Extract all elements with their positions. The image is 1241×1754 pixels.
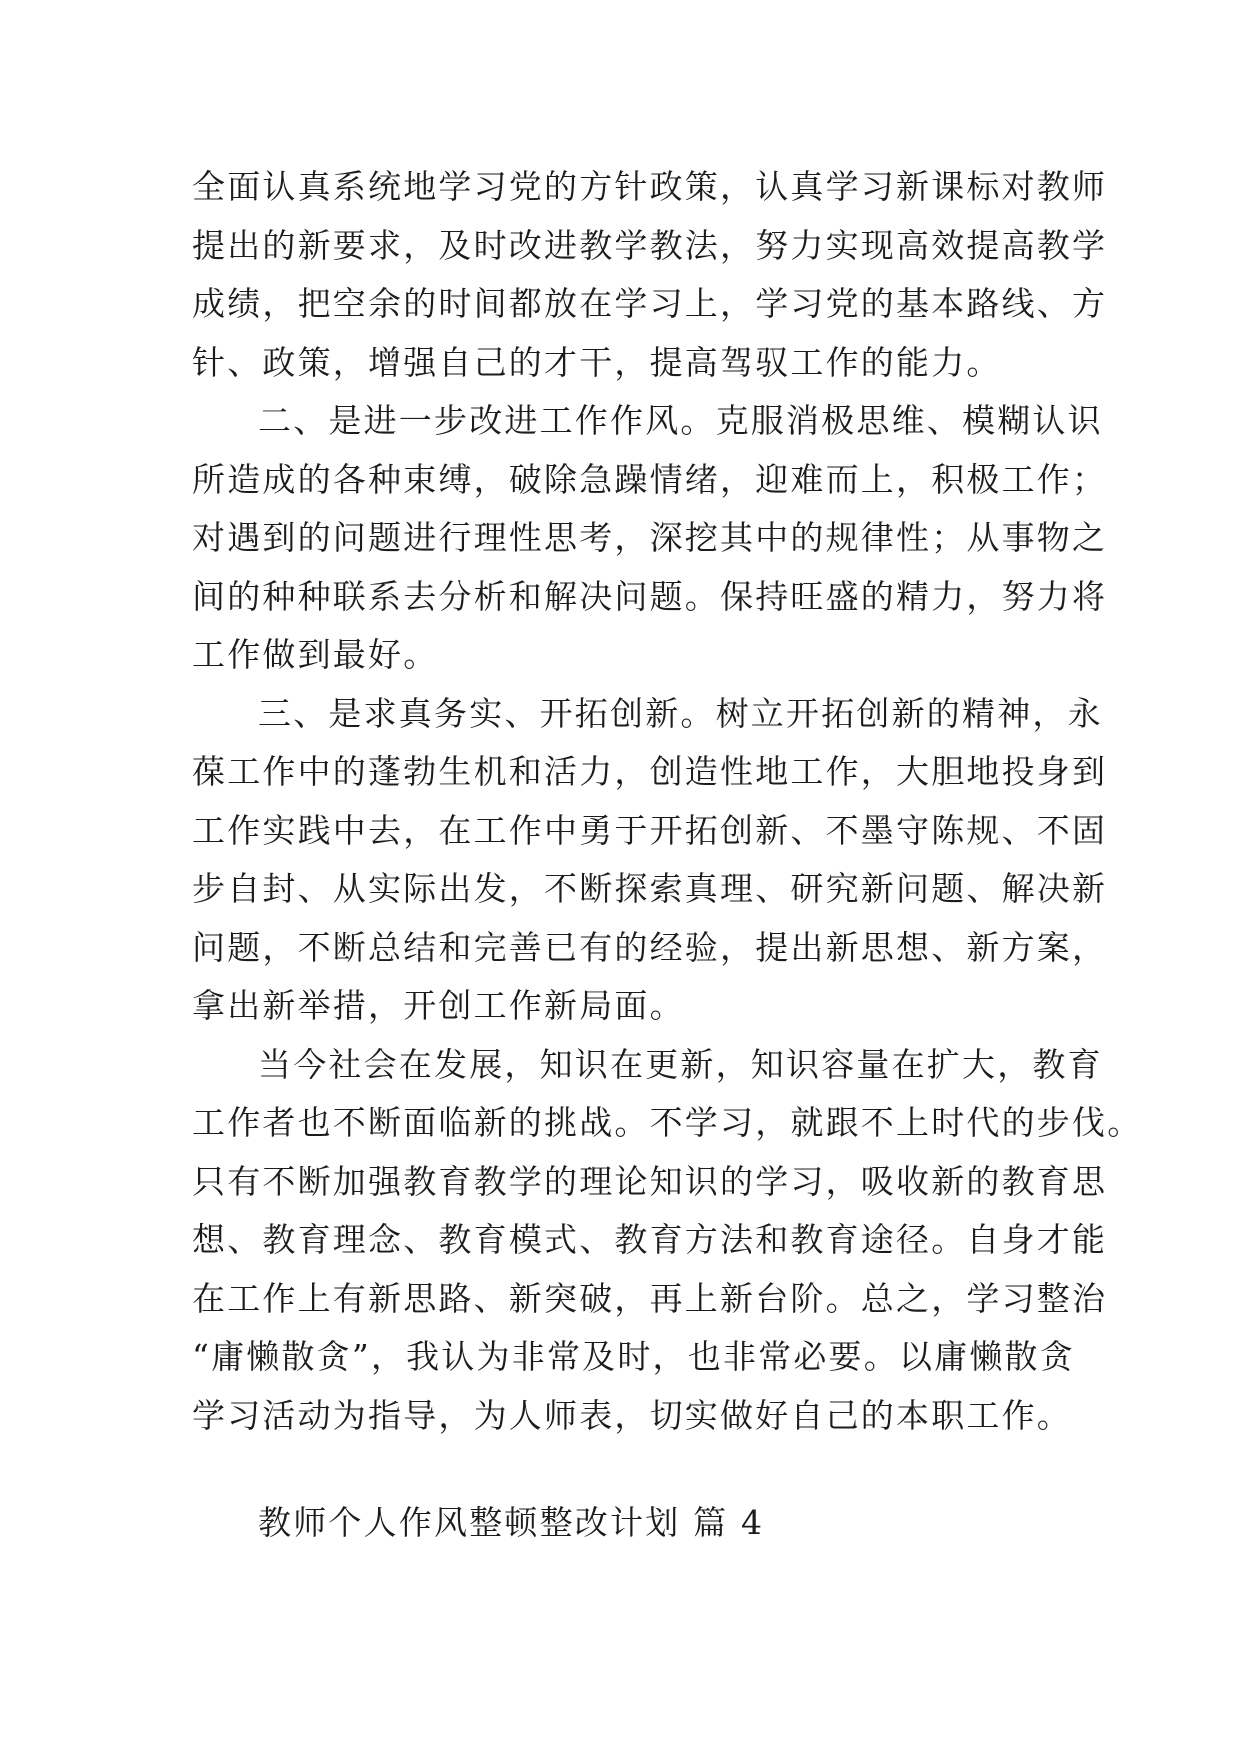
text-line: 当今社会在发展，知识在更新，知识容量在扩大，教育	[258, 1044, 1103, 1084]
text-line: 想、教育理念、教育模式、教育方法和教育途径。自身才能	[192, 1220, 1108, 1259]
text-line: 学习活动为指导，为人师表，切实做好自己的本职工作。	[192, 1395, 1072, 1435]
body-text	[192, 158, 1143, 1445]
text-line: 所造成的各种束缚，破除急躁情绪，迎难而上，积极工作；	[192, 459, 1108, 499]
text-line: 全面认真系统地学习党的方针政策，认真学习新课标对教师	[192, 167, 1108, 206]
text-line: 三、是求真务实、开拓创新。树立开拓创新的精神，永	[258, 693, 1103, 733]
text-line: 间的种种联系去分析和解决问题。保持旺盛的精力，努力将	[192, 576, 1108, 616]
text-line: 葆工作中的蓬勃生机和活力，创造性地工作，大胆地投身到	[192, 752, 1108, 791]
text-line: 工作做到最好。	[192, 635, 439, 674]
text-line: 工作者也不断面临新的挑战。不学习，就跟不上时代的步伐。	[192, 1103, 1143, 1142]
text-line: 只有不断加强教育教学的理论知识的学习，吸收新的教育思	[192, 1161, 1108, 1201]
text-line: 在工作上有新思路、新突破，再上新台阶。总之，学习整治	[192, 1278, 1108, 1318]
text-line: 工作实践中去，在工作中勇于开拓创新、不墨守陈规、不固	[192, 810, 1108, 850]
text-line: 成绩，把空余的时间都放在学习上，学习党的基本路线、方	[192, 284, 1108, 323]
text-line: 针、政策，增强自己的才干，提高驾驭工作的能力。	[192, 342, 1002, 382]
text-line: 步自封、从实际出发，不断探索真理、研究新问题、解决新	[192, 869, 1108, 908]
text-line: “庸懒散贪”，我认为非常及时，也非常必要。以庸懒散贪	[192, 1337, 1075, 1376]
text-line: 问题，不断总结和完善已有的经验，提出新思想、新方案，	[192, 927, 1108, 967]
section-heading: 教师个人作风整顿整改计划 篇 4	[258, 1503, 765, 1542]
text-line: 提出的新要求，及时改进教学教法，努力实现高效提高教学	[192, 225, 1108, 265]
text-line: 拿出新举措，开创工作新局面。	[192, 986, 685, 1025]
text-line: 二、是进一步改进工作作风。克服消极思维、模糊认识	[258, 401, 1103, 440]
text-line: 对遇到的问题进行理性思考，深挖其中的规律性；从事物之	[192, 518, 1108, 557]
